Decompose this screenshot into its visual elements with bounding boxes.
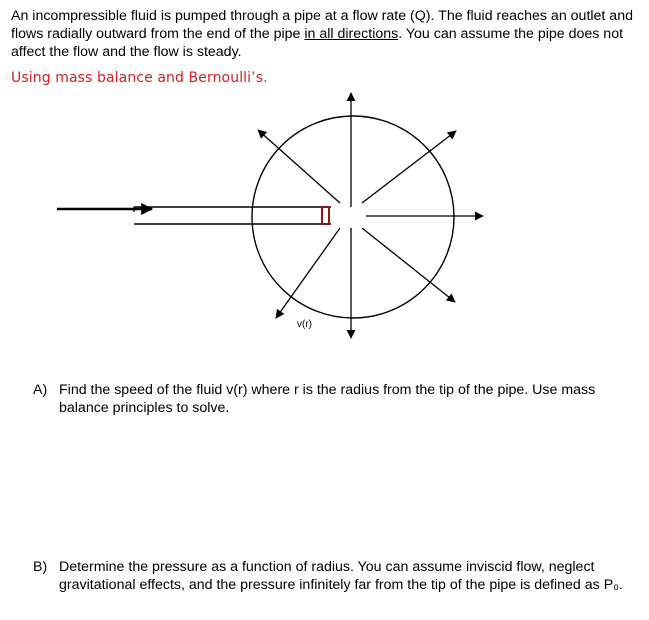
intro-underlined-text: in all directions	[304, 26, 399, 42]
arrow-upper-left	[258, 130, 340, 203]
question-b-label: B)	[33, 559, 48, 575]
arrow-upper-right	[362, 131, 456, 203]
question-a-text: Find the speed of the fluid v(r) where r is the radius from the tip of the pipe. Use mass balance principles to solve.	[59, 382, 596, 416]
pipe-outlet	[322, 207, 329, 224]
intro-text-1: An incompressible fluid is pumped through a pipe at a flow rate (Q). The fluid reaches an outlet and flows radially outward from the end of the pipe	[11, 8, 633, 42]
hint-note: Using mass balance and Bernoulli’s.	[11, 70, 268, 86]
arrow-lower-right	[362, 228, 455, 302]
question-b-text: Determine the pressure as a function of radius. You can assume inviscid flow, neglect gravitational effects, and the pressure infinitely far from the tip of the pipe is defined as P₀.	[59, 559, 623, 593]
arrow-lower-left	[276, 228, 340, 318]
outlet-circle	[252, 116, 454, 318]
intro-text-2: . You can assume the pipe does not affect the flow and the flow is steady.	[11, 26, 624, 60]
velocity-label: v(r)	[297, 319, 312, 330]
question-a-label: A)	[33, 382, 48, 398]
